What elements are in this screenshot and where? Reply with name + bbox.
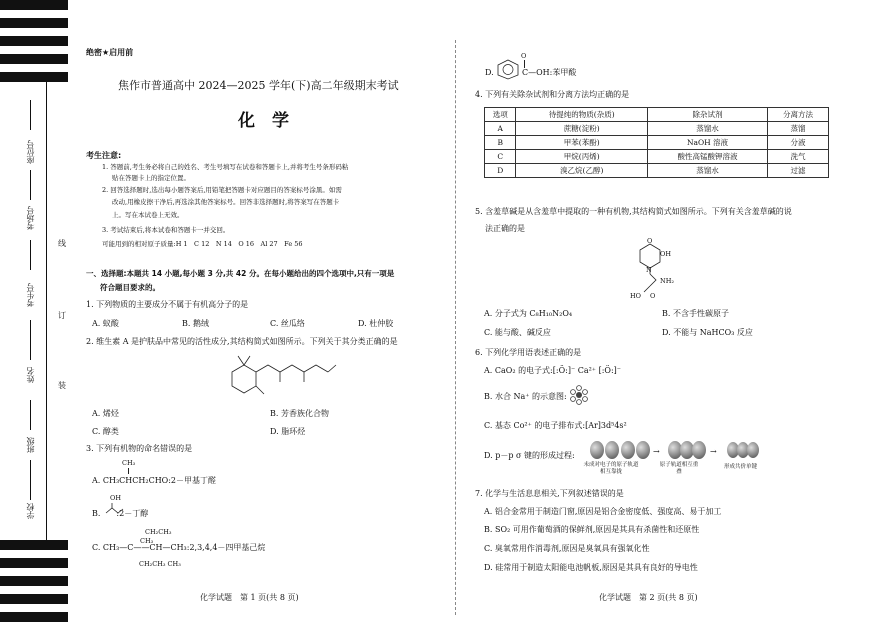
hydrated-sodium-icon xyxy=(568,384,590,406)
table-cell: C xyxy=(485,150,516,164)
q1-option[interactable]: B. 鹅绒 xyxy=(182,319,209,328)
table-row[interactable] xyxy=(485,150,829,164)
binding-label: 班级 xyxy=(26,437,35,453)
q6-option[interactable]: D. p－p σ 键的形成过程: xyxy=(484,451,575,460)
q5-option[interactable]: B. 不含手性碳原子 xyxy=(662,309,729,318)
notice-line: 上。写在本试卷上无效。 xyxy=(112,211,184,219)
table-header: 选项 xyxy=(485,108,516,122)
q1-option[interactable]: A. 蚁酸 xyxy=(92,319,119,328)
notice-line: 改动,用橡皮擦干净后,再选涂其他答案标号。回答非选择题时,将答案写在答题卡 xyxy=(112,198,340,206)
table-cell: 过滤 xyxy=(768,164,829,178)
table-cell: 甲苯(苯酚) xyxy=(516,136,648,150)
q3-c-substituent: CH₂CH₃ xyxy=(145,528,172,536)
table-cell: 蒸馏水 xyxy=(648,164,768,178)
exam-title: 焦作市普通高中 2024—2025 学年(下)高二年级期末考试 xyxy=(118,79,399,92)
q3-stem: 3. 下列有机物的命名错误的是 xyxy=(86,444,193,453)
table-cell: 酸性高锰酸钾溶液 xyxy=(648,150,768,164)
binding-label: 学校 xyxy=(26,503,35,519)
q3-option[interactable]: B. :2－丁醇 xyxy=(92,509,149,518)
q7-stem: 7. 化学与生活息息相关,下列叙述错误的是 xyxy=(475,489,624,498)
struct-label: O xyxy=(647,237,653,245)
struct-label: HO xyxy=(630,292,641,300)
arrow-icon: → xyxy=(653,447,660,456)
table-row[interactable] xyxy=(485,136,829,150)
q1-stem: 1. 下列物质的主要成分不属于有机高分子的是 xyxy=(86,300,249,309)
carbonyl-oxygen: O xyxy=(521,52,527,60)
table-row[interactable] xyxy=(485,164,829,178)
notice-line: 3. 考试结束后,将本试卷和答题卡一并交回。 xyxy=(102,226,230,234)
q1-option[interactable]: C. 丝瓜络 xyxy=(270,319,305,328)
table-header: 分离方法 xyxy=(768,108,829,122)
table-cell: 分液 xyxy=(768,136,829,150)
table-cell: 蒸馏 xyxy=(768,122,829,136)
cut-mark: 线 xyxy=(58,239,66,248)
table-header: 除杂试剂 xyxy=(648,108,768,122)
struct-label: NH₂ xyxy=(660,277,674,285)
table-row[interactable] xyxy=(485,122,829,136)
subject-title: 化 学 xyxy=(238,111,289,131)
cut-mark: 订 xyxy=(58,311,66,320)
q4-stem: 4. 下列有关除杂试剂和分离方法均正确的是 xyxy=(475,90,630,99)
vitamin-a-structure xyxy=(218,350,338,402)
q3-option[interactable]: A. CH₃CHCH₂CHO:2－甲基丁醛 xyxy=(92,476,217,485)
q3-b-substituent: OH xyxy=(110,494,121,502)
binding-label: 考生号 xyxy=(26,283,35,307)
q3-c-substituent: CH₂CH₃ CH₃ xyxy=(139,560,181,568)
table-cell: B xyxy=(485,136,516,150)
struct-label: N xyxy=(646,266,652,274)
binding-label: 考场号 xyxy=(26,206,35,230)
atomic-mass-line: 可能用到的相对原子质量:H 1 C 12 N 14 O 16 Al 27 Fe 56 xyxy=(102,240,303,248)
q2-stem: 2. 维生素 A 是护肤品中常见的活性成分,其结构简式如图所示。下列关于其分类正确的是 xyxy=(86,337,398,346)
secret-label: 绝密★启用前 xyxy=(86,48,134,57)
diagram-caption: 原子轨道相互重叠 xyxy=(659,462,699,475)
table-cell: A xyxy=(485,122,516,136)
q3-d-label[interactable]: D. xyxy=(485,68,494,77)
q2-option[interactable]: D. 脂环烃 xyxy=(270,427,306,436)
page-divider xyxy=(455,40,456,615)
q2-option[interactable]: A. 烯烃 xyxy=(92,409,119,418)
struct-label: O xyxy=(650,292,656,300)
q4-table xyxy=(484,107,829,178)
q6-option[interactable]: C. 基态 Co²⁺ 的电子排布式:[Ar]3d⁵4s² xyxy=(484,421,627,430)
q7-option[interactable]: B. SO₂ 可用作葡萄酒的保鲜剂,原因是其具有杀菌性和还原性 xyxy=(484,525,700,534)
notice-heading: 考生注意: xyxy=(86,151,122,160)
notice-line: 2. 回答选择题时,选出每小题答案后,用铅笔把答题卡对应题目的答案标号涂黑。如需 xyxy=(102,186,342,194)
q6-stem: 6. 下列化学用语表述正确的是 xyxy=(475,348,582,357)
binding-label: 座位号 xyxy=(26,140,35,164)
benzene-ring xyxy=(495,58,521,80)
table-cell: 蒸馏水 xyxy=(648,122,768,136)
q2-option[interactable]: C. 醇类 xyxy=(92,427,119,436)
table-cell: 蔗糖(淀粉) xyxy=(516,122,648,136)
notice-line: 1. 答题前,考生务必将自己的姓名、考生号填写在试卷和答题卡上,并将考生号条形码粘 xyxy=(102,163,349,171)
page-footer: 化学试题 第 2 页(共 8 页) xyxy=(599,593,698,602)
q1-option[interactable]: D. 杜仲胶 xyxy=(358,319,394,328)
q5-stem-cont: 法正确的是 xyxy=(485,224,525,233)
q5-option[interactable]: D. 不能与 NaHCO₃ 反应 xyxy=(662,328,753,337)
q3-d-text: C—OH:苯甲酸 xyxy=(522,68,577,77)
cut-mark: 装 xyxy=(58,381,66,390)
section-heading: 一、选择题:本题共 14 小题,每小题 3 分,共 42 分。在每小题给出的四个选项中,只有一项是 xyxy=(86,269,395,278)
page-footer: 化学试题 第 1 页(共 8 页) xyxy=(200,593,299,602)
q5-option[interactable]: A. 分子式为 C₈H₁₀N₂O₄ xyxy=(484,309,573,318)
q3-option[interactable]: C. CH₃—C——CH—CH₃:2,3,4,4－四甲基己烷 xyxy=(92,543,266,552)
q7-option[interactable]: C. 臭氧常用作消毒剂,原因是臭氧具有强氧化性 xyxy=(484,544,650,553)
table-header: 待提纯的物质(杂质) xyxy=(516,108,648,122)
binding-label: 姓名 xyxy=(26,367,35,383)
q6-option[interactable]: B. 水合 Na⁺ 的示意图: xyxy=(484,392,567,401)
section-heading-cont: 符合题目要求的。 xyxy=(100,283,160,292)
notice-line: 贴在答题卡上的指定位置。 xyxy=(112,174,190,182)
struct-label: OH xyxy=(660,250,671,258)
q6-option[interactable]: A. CaO₂ 的电子式:[:Ö:]⁻ Ca²⁺ [:Ö:]⁻ xyxy=(484,366,621,375)
table-cell: 洗气 xyxy=(768,150,829,164)
q7-option[interactable]: A. 铝合金常用于制造门窗,原因是铝合金密度低、强度高、易于加工 xyxy=(484,507,722,516)
q5-stem: 5. 含羞草碱是从含羞草中提取的一种有机物,其结构简式如图所示。下列有关含羞草碱的说 xyxy=(475,207,792,216)
bond-line xyxy=(128,468,129,474)
table-cell: D xyxy=(485,164,516,178)
q3-a-substituent: CH₃ xyxy=(122,459,136,467)
q3-c-substituent: CH₃ xyxy=(140,537,154,545)
arrow-icon: → xyxy=(710,447,717,456)
table-cell: NaOH 溶液 xyxy=(648,136,768,150)
q7-option[interactable]: D. 硅常用于制造太阳能电池帆板,原因是其具有良好的导电性 xyxy=(484,563,698,572)
q2-option[interactable]: B. 芳香族化合物 xyxy=(270,409,329,418)
table-cell: 溴乙烷(乙醇) xyxy=(516,164,648,178)
diagram-caption: 形成共价单键 xyxy=(724,464,758,470)
q5-option[interactable]: C. 能与酸、碱反应 xyxy=(484,328,551,337)
table-cell: 甲烷(丙烯) xyxy=(516,150,648,164)
diagram-caption: 未成对电子的原子轨道相互靠拢 xyxy=(583,462,639,475)
